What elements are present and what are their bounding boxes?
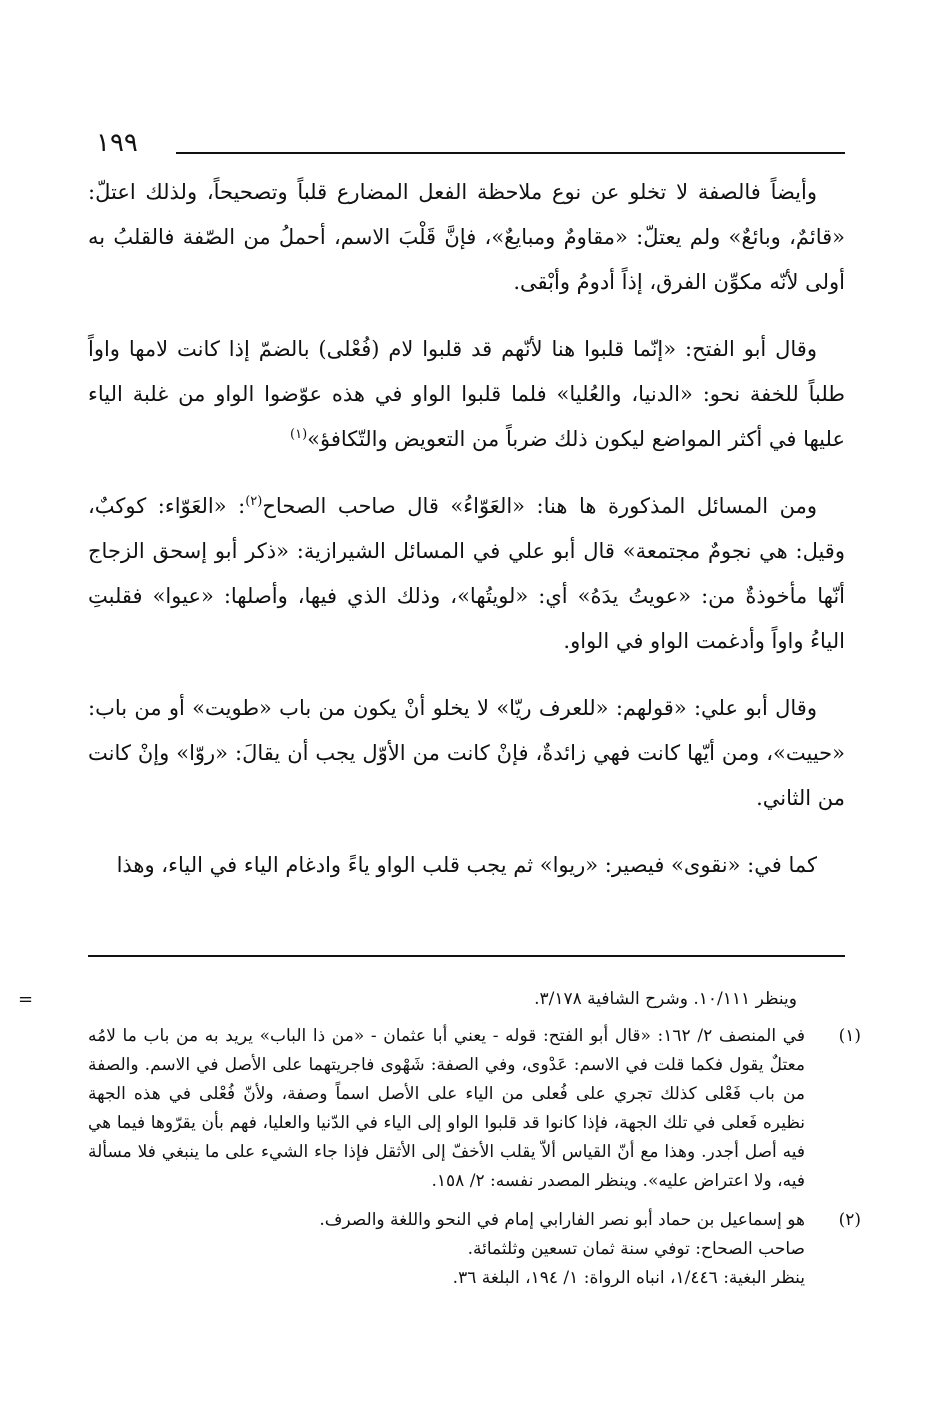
paragraph-text: : «العَوّاء: كوكبٌ، وقيل: هي نجومٌ مجتمعة» قال أبو علي في المسائل الشيرازية: «ذكر أبو إسحق الزجاج أنّها مأخوذةٌ من: «عويتُ يدَهُ» أي: «لويتُها»، وذلك الذي فيها، وأصلها: «عيوا» فقلبتِ الياءُ واواً وأدغمت الواو في الواو. <box>88 494 845 653</box>
footnote-continuation-text: وينظر ١٠/١١١. وشرح الشافية ٣/١٧٨. <box>534 989 797 1009</box>
paragraph <box>88 327 845 462</box>
footnote-ref-2: (٢) <box>245 494 263 509</box>
footnote-ref-1: (١) <box>290 427 308 442</box>
footnote-line: صاحب الصحاح: توفي سنة ثمان تسعين وثلثمائة. <box>467 1239 805 1259</box>
paragraph: كما في: «نقوى» فيصير: «ريوا» ثم يجب قلب الواو ياءً وادغام الياء في الياء، وهذا <box>116 853 817 877</box>
paragraph-text: ومن المسائل المذكورة ها هنا: «العَوّاءُ» قال صاحب الصحاح <box>262 494 818 518</box>
continuation-mark: = <box>18 989 34 1010</box>
footnote-line: ينظر البغية: ١/٤٤٦، انباه الرواة: ١/ ١٩٤، البلغة ٣٦. <box>452 1268 805 1288</box>
paragraph: وقال أبو علي: «قولهم: «للعرف ريّا» لا يخلو أنْ يكون من باب «طويت» أو من باب: «حييت»، ومن أيّها كانت فهي زائدةٌ، فإنْ كانت من الأوّل يجب أن يقالَ: «روّا» وإنْ كانت من الثاني. <box>88 696 845 810</box>
footnote-number: (٢) <box>838 1210 861 1230</box>
header-rule <box>176 152 845 154</box>
paragraph-text: وقال أبو الفتح: «إنّما قلبوا هنا لأنّهم قد قلبوا لام (فُعْلى) بالضمّ إذا كانت لامها واواً طلباً للخفة نحو: «الدنيا، والعُليا» فلما قلبوا الواو في هذه عوّضوا الواو من غلبة الياء عليها في أكثر المواضع ليكون ذلك ضرباً من التعويض والتّكافؤ» <box>88 337 845 451</box>
footnote-continuation <box>18 985 861 1014</box>
main-text <box>88 170 845 888</box>
footnote-line: في المنصف ٢/ ١٦٢: «قال أبو الفتح: قوله - يعني أبا عثمان - «من ذا الباب» يريد به من باب ما لامُه معتلٌ يقول فكما قلت في الاسم: عَدْوى، وفي الصفة: شَهْوى فاجريتهما على الأصل في الاسم. والصفة من باب فَعْلى كذلك تجري على فُعلى من الياء على الأصل اسماً وصفة، ولأنّ فُعْلى في هذه الجهة نظيره فَعلى في تلك الجهة، فإذا كانوا قد قلبوا الواو إلى الياء في الدّنيا والعليا، فهم بأن يقرّوها فيما هي فيه أصل أجدر. وهذا مع أنّ القياس ألاّ يقلب الأخفّ إلى الأثقل فإذا جاء الشيء على ما ينبغي فلا مسألة فيه، ولا اعتراض عليه». وينظر المصدر نفسه: ٢/ ١٥٨. <box>88 1026 805 1191</box>
footnote-body <box>88 1022 805 1196</box>
footnote-2 <box>88 1206 861 1293</box>
footnote-number: (١) <box>838 1026 861 1046</box>
footnote-1 <box>88 1022 861 1196</box>
paragraph: وأيضاً فالصفة لا تخلو عن نوع ملاحظة الفعل المضارع قلباً وتصحيحاً، ولذلك اعتلّ: «قائمٌ، وبائعٌ» ولم يعتلّ: «مقاومٌ ومبايعٌ»، فإنَّ قَلْبَ الاسم، أحملُ من الصّفة فالقلبُ به أولى لأنّه مكوِّن الفرق، إذاً أدومُ وأبْقى. <box>88 180 845 294</box>
footnote-body <box>88 1206 805 1293</box>
paragraph <box>88 484 845 664</box>
footnote-rule <box>88 955 845 957</box>
footnote-line: هو إسماعيل بن حماد أبو نصر الفارابي إمام في النحو واللغة والصرف. <box>319 1210 805 1230</box>
page-number: ١٩٩ <box>96 128 138 158</box>
footnotes <box>18 985 861 1303</box>
